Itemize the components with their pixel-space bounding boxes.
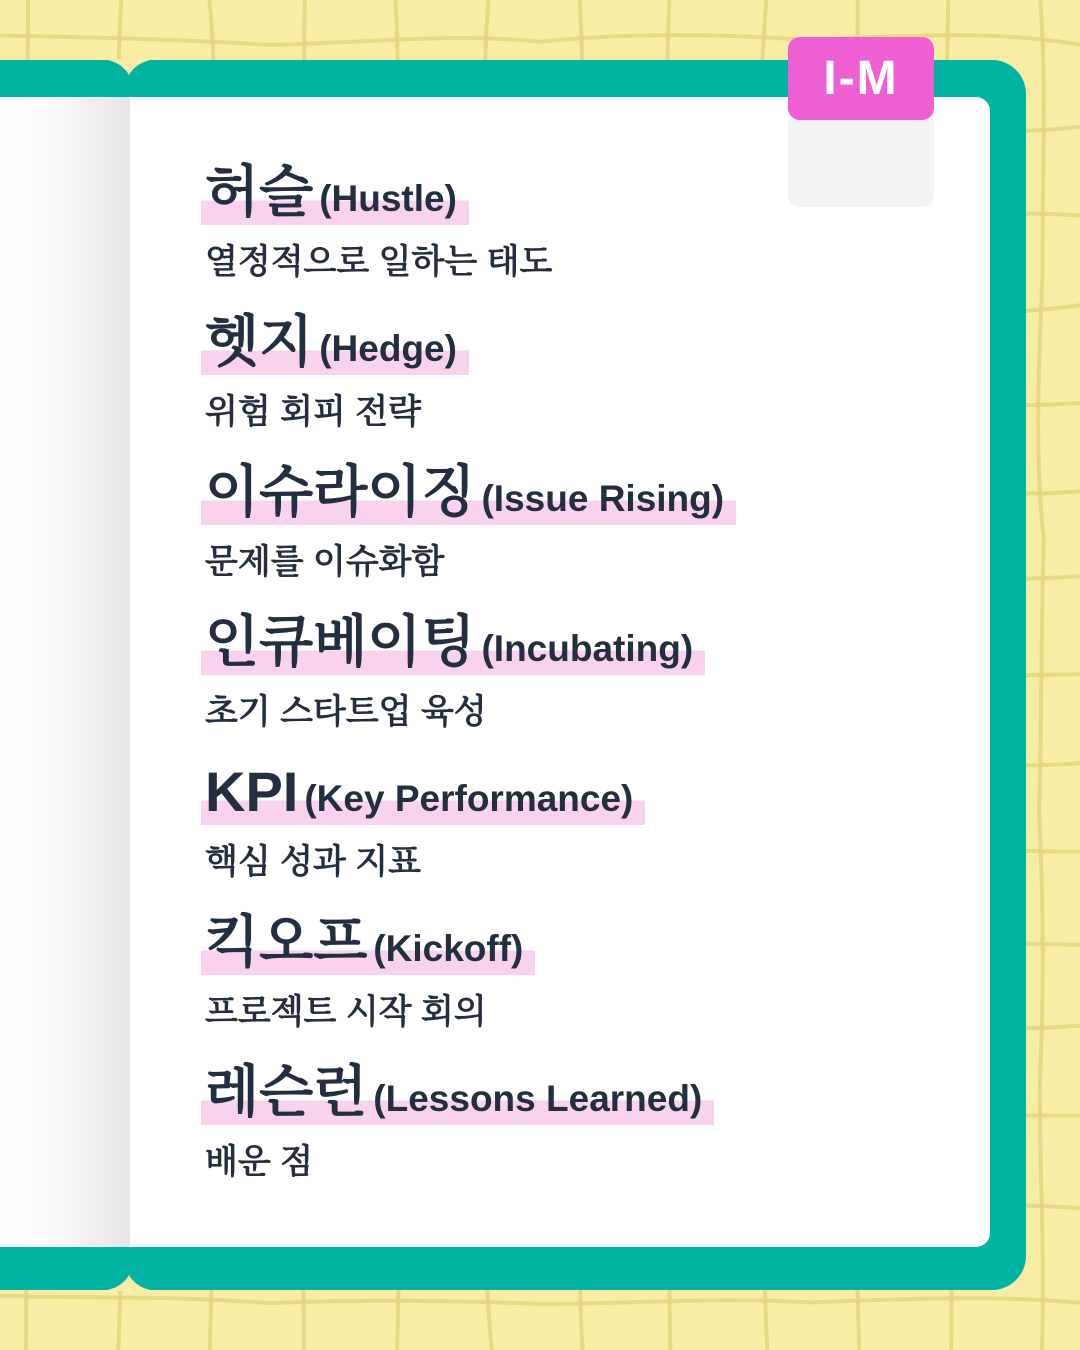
term-definition: 초기 스타트업 육성 [205,693,487,731]
term-highlight [201,310,469,375]
index-tab [788,37,934,120]
left-page-curl [0,97,130,1247]
term-definition: 배운 점 [205,1143,313,1181]
term-definition: 문제를 이슈화함 [205,543,445,581]
term-definition: 핵심 성과 지표 [205,843,421,881]
term-heading [205,159,990,232]
term-english: (Key Performance) [304,778,634,819]
term-highlight [201,1060,714,1125]
term-definition: 열정적으로 일하는 태도 [205,243,553,281]
term-highlight [201,760,645,825]
term-english: (Kickoff) [373,928,524,969]
term-english: (Issue Rising) [481,478,725,519]
glossary-entry [205,909,990,1059]
term-korean: KPI [205,760,299,823]
term-definition: 위험 회피 전략 [205,393,421,431]
spine-notch-bottom [102,1274,156,1291]
term-heading [205,1059,990,1132]
term-english: (Lessons Learned) [373,1078,703,1119]
term-highlight [201,910,535,975]
term-heading [205,309,990,382]
term-korean: 킥오프 [205,910,368,973]
term-korean: 인큐베이팅 [205,610,476,673]
term-english: (Hustle) [319,178,457,219]
term-heading [205,459,990,532]
term-heading [205,909,990,982]
glossary-entry [205,309,990,459]
term-korean: 허슬 [205,160,314,223]
term-english: (Incubating) [481,628,694,669]
glossary-entry [205,459,990,609]
glossary-list [130,97,990,1209]
term-korean: 레슨런 [205,1060,368,1123]
term-korean: 이슈라이징 [205,460,476,523]
term-highlight [201,460,736,525]
term-korean: 헷지 [205,310,314,373]
term-english: (Hedge) [319,328,457,369]
term-highlight [201,160,469,225]
term-highlight [201,610,705,675]
term-heading [205,609,990,682]
glossary-entry [205,759,990,909]
term-heading [205,759,990,832]
spine-notch-top [102,59,156,76]
glossary-entry [205,609,990,759]
index-tab-label: I-M [823,52,899,105]
glossary-entry [205,1059,990,1209]
term-definition: 프로젝트 시작 회의 [205,993,487,1031]
glossary-entry [205,159,990,309]
